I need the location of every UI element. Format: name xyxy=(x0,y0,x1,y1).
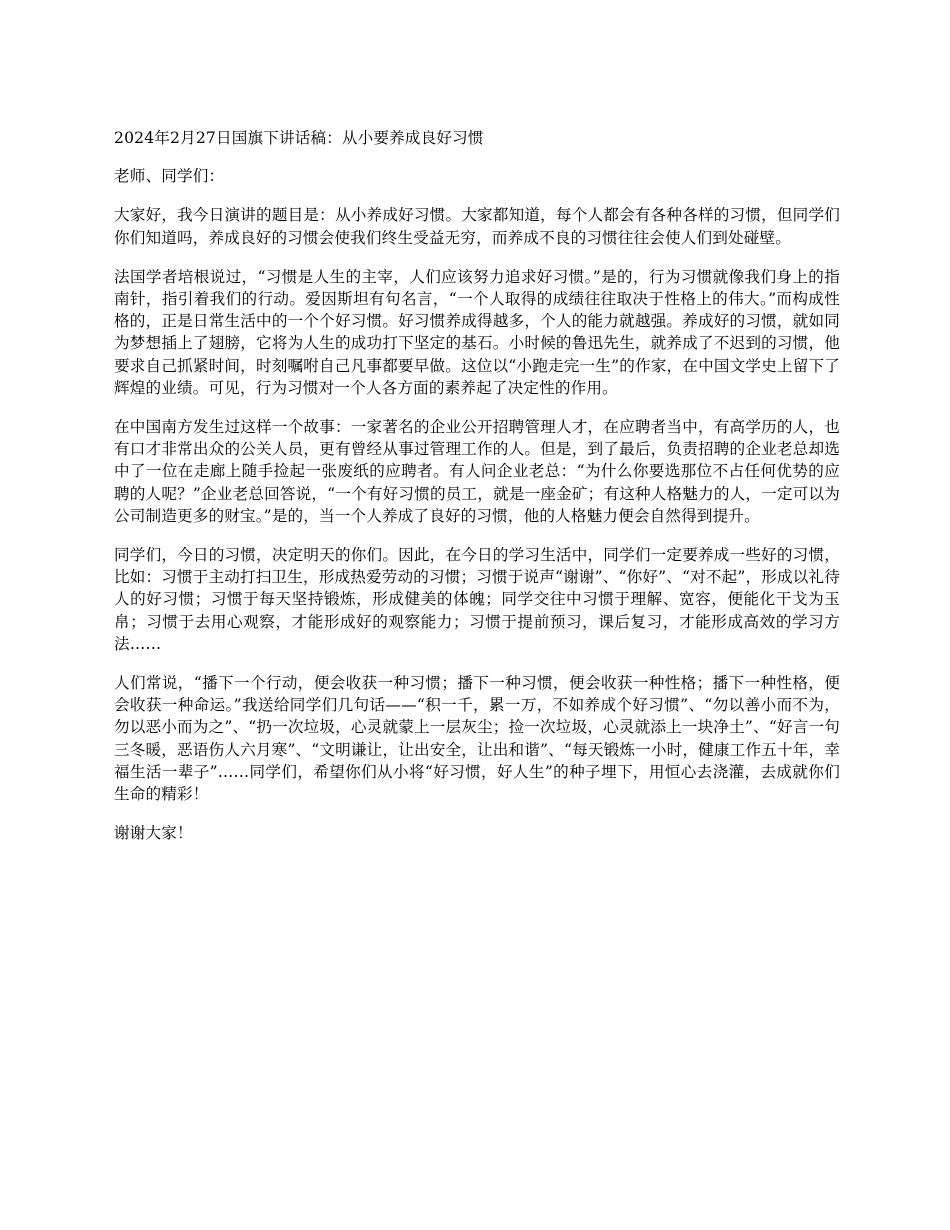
paragraph-hiring-story: 在中国南方发生过这样一个故事：一家著名的企业公开招聘管理人才，在应聘者当中，有高学历的人，也有口才非常出众的公关人员，更有曾经从事过管理工作的人。但是，到了最后，负责招聘的企业老总却选中了一位在走廊上随手捡起一张废纸的应聘者。有人问企业老总：“为什么你要选那位不占任何优势的应聘的人呢？”企业老总回答说，“一个有好习惯的员工，就是一座金矿；有这种人格魅力的人，一定可以为公司制造更多的财宝。”是的，当一个人养成了良好的习惯，他的人格魅力便会自然得到提升。 xyxy=(114,418,840,525)
document-title: 2024年2月27日国旗下讲话稿：从小要养成良好习惯 xyxy=(114,129,484,147)
paragraph-bacon-quote: 法国学者培根说过，“习惯是人生的主宰，人们应该努力追求好习惯。”是的，行为习惯就像我们身上的指南针，指引着我们的行动。爱因斯坦有句名言，“一个人取得的成绩往往取决于性格上的伟大。”而构成性格的，正是日常生活中的一个个好习惯。好习惯养成得越多，个人的能力就越强。养成好的习惯，就如同为梦想插上了翅膀，它将为人生的成功打下坚定的基石。小时候的鲁迅先生，就养成了不迟到的习惯，他要求自己抓紧时间，时刻嘱咐自己凡事都要早做。这位以“小跑走完一生”的作家，在中国文学史上留下了辉煌的业绩。可见，行为习惯对一个人各方面的素养起了决定性的作用。 xyxy=(114,267,840,397)
paragraph-sayings: 人们常说，“播下一个行动，便会收获一种习惯；播下一种习惯，便会收获一种性格；播下一种性格，便会收获一种命运。”我送给同学们几句话——“积一千，累一万，不如养成个好习惯”、“勿以善小而不为，勿以恶小而为之”、“扔一次垃圾，心灵就蒙上一层灰尘；捡一次垃圾，心灵就添上一块净土”、“好言一句三冬暖，恶语伤人六月寒”、“文明谦让，让出安全，让出和谐”、“每天锻炼一小时，健康工作五十年，幸福生活一辈子”……同学们，希望你们从小将“好习惯，好人生”的种子埋下，用恒心去浇灌，去成就你们生命的精彩！ xyxy=(114,674,840,804)
paragraph-intro: 大家好，我今日演讲的题目是：从小养成好习惯。大家都知道，每个人都会有各种各样的习惯，但同学们你们知道吗，养成良好的习惯会使我们终生受益无穷，而养成不良的习惯往往会使人们到处碰壁。 xyxy=(114,206,840,247)
document-page xyxy=(114,123,840,844)
paragraph-good-habits-list: 同学们，今日的习惯，决定明天的你们。因此，在今日的学习生活中，同学们一定要养成一些好的习惯，比如：习惯于主动打扫卫生，形成热爱劳动的习惯；习惯于说声“谢谢”、“你好”、“对不起”，形成以礼待人的好习惯；习惯于每天坚持锻炼，形成健美的体魄；同学交往中习惯于理解、宽容，便能化干戈为玉帛；习惯于去用心观察，才能形成好的观察能力；习惯于提前预习，课后复习，才能形成高效的学习方法…… xyxy=(114,546,840,653)
greeting-line: 老师、同学们： xyxy=(114,167,225,186)
closing-line: 谢谢大家！ xyxy=(114,824,193,843)
